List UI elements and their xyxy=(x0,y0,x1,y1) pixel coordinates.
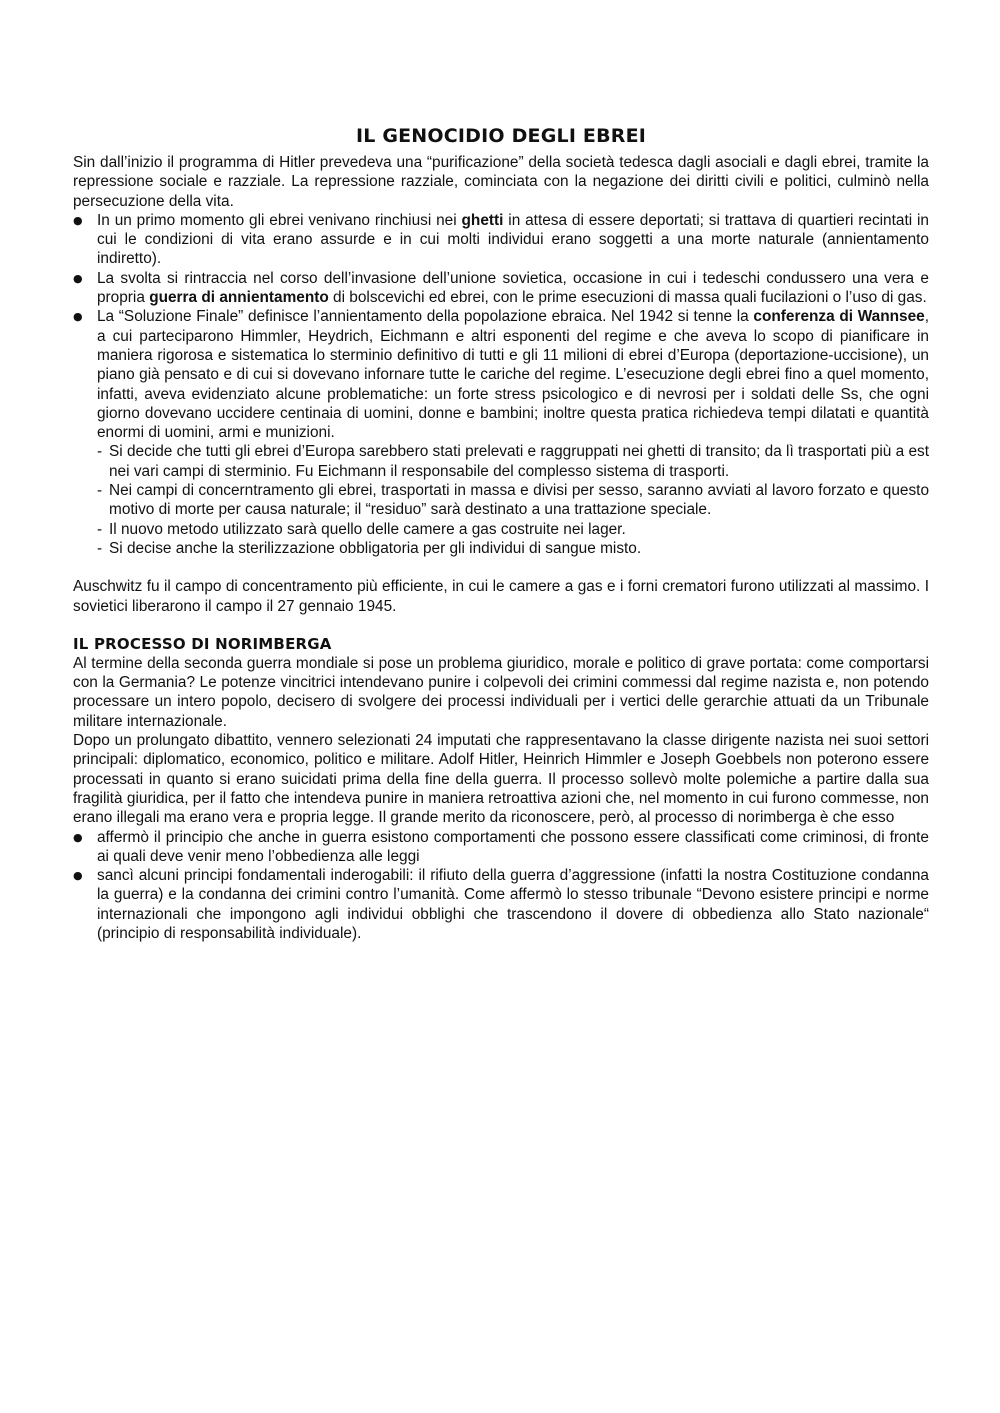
sub-list-item: - Il nuovo metodo utilizzato sarà quello delle camere a gas costruite nei lager. xyxy=(97,520,929,539)
section-heading: IL PROCESSO DI NORIMBERGA xyxy=(73,634,332,653)
list-item: ● La svolta si rintraccia nel corso dell’invasione dell’unione sovietica, occasione in cui i tedeschi condussero una vera e propria guerra di annientamento di bolscevichi ed ebrei, con le prime esecuzioni di massa quali fucilazioni o l’uso di gas. xyxy=(73,269,929,308)
intro-paragraph: Sin dall’inizio il programma di Hitler prevedeva una “purificazione” della società tedesca dagli asociali e dagli ebrei, tramite la repressione sociale e razziale. La repressione razziale, cominciata con la negazione dei diritti civili e politici, culminò nella persecuzione della vita. xyxy=(73,154,929,210)
auschwitz-paragraph: Auschwitz fu il campo di concentramento più efficiente, in cui le camere a gas e i forni crematori furono utilizzati al massimo. I sovietici liberarono il campo il 27 gennaio 1945. xyxy=(73,578,929,615)
list-item: ● affermò il principio che anche in guerra esistono comportamenti che possono essere classificati come criminosi, di fronte ai quali deve venir meno l’obbedienza alle leggi xyxy=(73,828,929,867)
bold-term: conferenza di Wannsee xyxy=(753,308,925,326)
genocide-bullet-list xyxy=(73,211,929,558)
sub-list xyxy=(97,442,929,558)
bold-term: ghetti xyxy=(461,211,504,229)
nuremberg-paragraph-1: Al termine della seconda guerra mondiale si pose un problema giuridico, morale e politico di grave portata: come comportarsi con la Germania? Le potenze vincitrici intendevano punire i colpevoli dei crimini commessi dal regime nazista e, non potendo processare un intero popolo, decisero di svolgere dei processi individuali per i vertici delle gerarchie attuati da un Tribunale militare internazionale. xyxy=(73,654,929,730)
nuremberg-bullet-list xyxy=(73,828,929,944)
sub-list-item: - Nei campi di concerntramento gli ebrei, trasportati in massa e divisi per sesso, saranno avviati al lavoro forzato e questo motivo di morte per causa naturale; il “residuo” sarà destinato a una trattazione speciale. xyxy=(97,481,929,520)
list-item: ● La “Soluzione Finale” definisce l’annientamento della popolazione ebraica. Nel 1942 si tenne la conferenza di Wannsee, a cui parteciparono Himmler, Heydrich, Eichmann e altri esponenti del regime e che aveva lo scopo di pianificare in maniera rigorosa e sistematica lo sterminio definitivo di tutti e gli 11 milioni di ebrei d’Europa (deportazione-uccisione), un piano già pensato e di cui si dovevano infornare tutte le cariche del regime. L’esecuzione degli ebrei fino a quel momento, infatti, aveva evidenziato alcune problematiche: un forte stress psicologico e di nevrosi per i soldati delle Ss, che ogni giorno dovevano uccidere centinaia di uomini, donne e bambini; inoltre questa pratica richiedeva tempi dilatati e quantità enormi di uomini, armi e munizioni. - Si decide che tutti gli ebrei d’Europa sarebbero stati prelevati e raggruppati nei ghetti di transito; da lì trasportati più a est nei vari campi di sterminio. Fu Eichmann il responsabile del complesso sistema di trasporti. - Nei campi di concerntramento gli ebrei, trasportati in massa e divisi per sesso, saranno avviati al lavoro forzato e questo motivo di morte per causa naturale; il “residuo” sarà destinato a una trattazione speciale. - Il nuovo metodo utilizzato sarà quello delle camere a gas costruite nei lager. - Si decise anche la sterilizzazione obbligatoria per gli individui di sangue misto. xyxy=(73,307,929,558)
list-item: ● In un primo momento gli ebrei venivano rinchiusi nei ghetti in attesa di essere deportati; si trattava di quartieri recintati in cui le condizioni di vita erano assurde e in cui molti individui erano soggetti a una morte naturale (annientamento indiretto). xyxy=(73,211,929,269)
bold-term: guerra di annientamento xyxy=(149,289,329,307)
nuremberg-paragraph-2: Dopo un prolungato dibattito, vennero selezionati 24 imputati che rappresentavano la classe dirigente nazista nei suoi settori principali: diplomatico, economico, politico e militare. Adolf Hitler, Heinrich Himmler e Joseph Goebbels non poterono essere processati in quanto si erano suicidati prima della fine della guerra. Il processo sollevò molte polemiche a partire dalla sua fragilità giuridica, per il fatto che intendeva punire in maniera retroattiva azioni che, nel momento in cui furono commesse, non erano illegali ma erano vera e propria legge. Il grande merito da riconoscere, però, al processo di norimberga è che esso xyxy=(73,732,929,827)
sub-list-item: - Si decise anche la sterilizzazione obbligatoria per gli individui di sangue misto. xyxy=(97,539,929,558)
sub-list-item: - Si decide che tutti gli ebrei d’Europa sarebbero stati prelevati e raggruppati nei ghetti di transito; da lì trasportati più a est nei vari campi di sterminio. Fu Eichmann il responsabile del complesso sistema di trasporti. xyxy=(97,442,929,481)
spacer xyxy=(73,558,929,577)
spacer xyxy=(73,616,929,635)
document-page xyxy=(73,124,929,943)
page-title: IL GENOCIDIO DEGLI EBREI xyxy=(355,125,647,147)
list-item: ● sancì alcuni principi fondamentali inderogabili: il rifiuto della guerra d’aggressione (infatti la nostra Costituzione condanna la guerra) e la condanna dei crimini contro l’umanità. Come affermò lo stesso tribunale “Devono esistere principi e norme internazionali che impongono agli individui obblighi che trascendono il dovere di obbedienza allo Stato nazionale“ (principio di responsabilità individuale). xyxy=(73,866,929,943)
